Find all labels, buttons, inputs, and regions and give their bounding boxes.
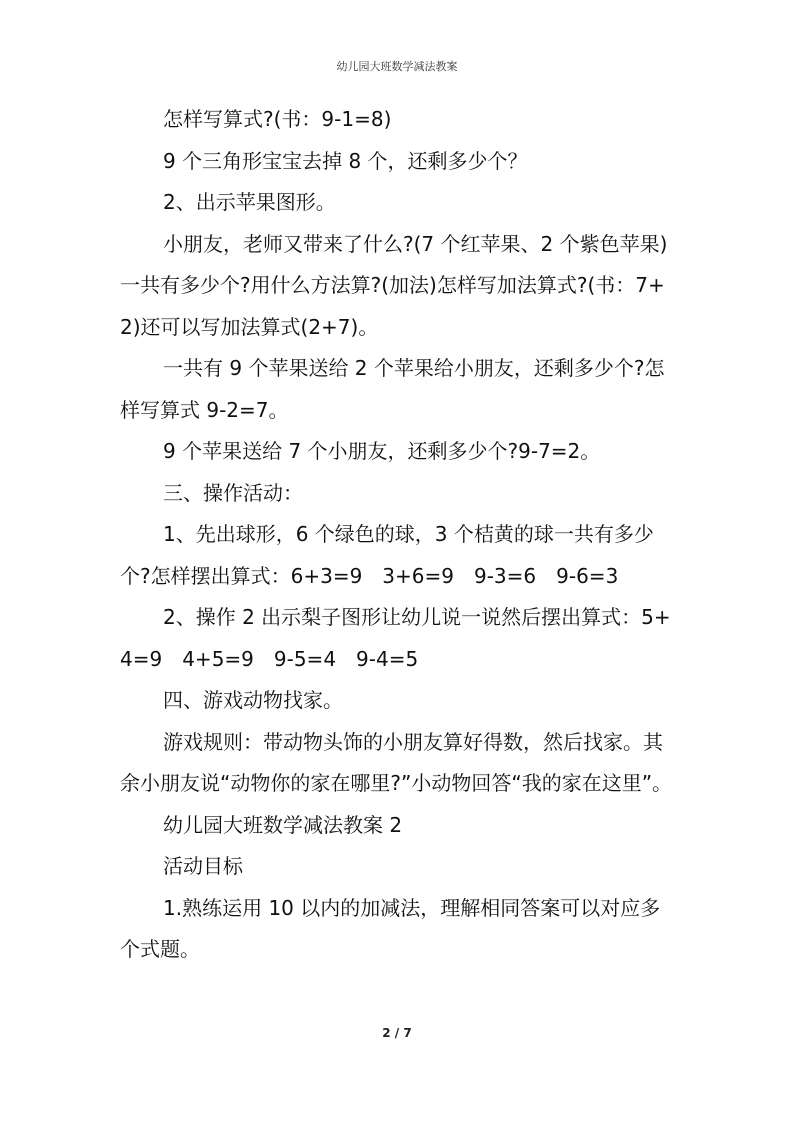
page-number: 2 / 7 <box>382 1026 412 1040</box>
paragraph: 怎样写算式?(书：9-1=8) <box>163 107 392 131</box>
section-heading: 三、操作活动： <box>163 480 303 505</box>
paragraph: 一共有 9 个苹果送给 2 个苹果给小朋友，还剩多少个?怎样写算式 9-2=7。 <box>120 356 665 422</box>
paragraph: 2、操作 2 出示梨子图形让幼儿说一说然后摆出算式：5+4=9 4+5=9 9-5=4 9-4=5 <box>120 605 671 671</box>
section-heading: 2、出示苹果图形。 <box>163 190 336 214</box>
paragraph: 游戏规则：带动物头饰的小朋友算好得数，然后找家。其余小朋友说“动物你的家在哪里?”小动物回答“我的家在这里”。 <box>120 729 673 795</box>
page-header: 幼儿园大班数学减法教案 <box>336 60 458 73</box>
document-body <box>120 99 680 971</box>
section-heading: 活动目标 <box>163 854 243 878</box>
section-heading: 四、游戏动物找家。 <box>163 688 343 712</box>
paragraph: 9 个苹果送给 7 个小朋友，还剩多少个?9-7=2。 <box>163 439 601 463</box>
paragraph: 1.熟练运用 10 以内的加减法，理解相同答案可以对应多个式题。 <box>120 895 661 961</box>
paragraph: 1、先出球形，6 个绿色的球，3 个桔黄的球一共有多少个?怎样摆出算式：6+3=9 3+6=9 9-3=6 9-6=3 <box>120 522 654 588</box>
document-title: 幼儿园大班数学减法教案 2 <box>163 812 403 837</box>
paragraph: 9 个三角形宝宝去掉 8 个，还剩多少个？ <box>163 148 528 173</box>
paragraph: 小朋友，老师又带来了什么?(7 个红苹果、2 个紫色苹果)一共有多少个?用什么方法算?(加法)怎样写加法算式?(书：7+2)还可以写加法算式(2+7)。 <box>120 231 668 339</box>
